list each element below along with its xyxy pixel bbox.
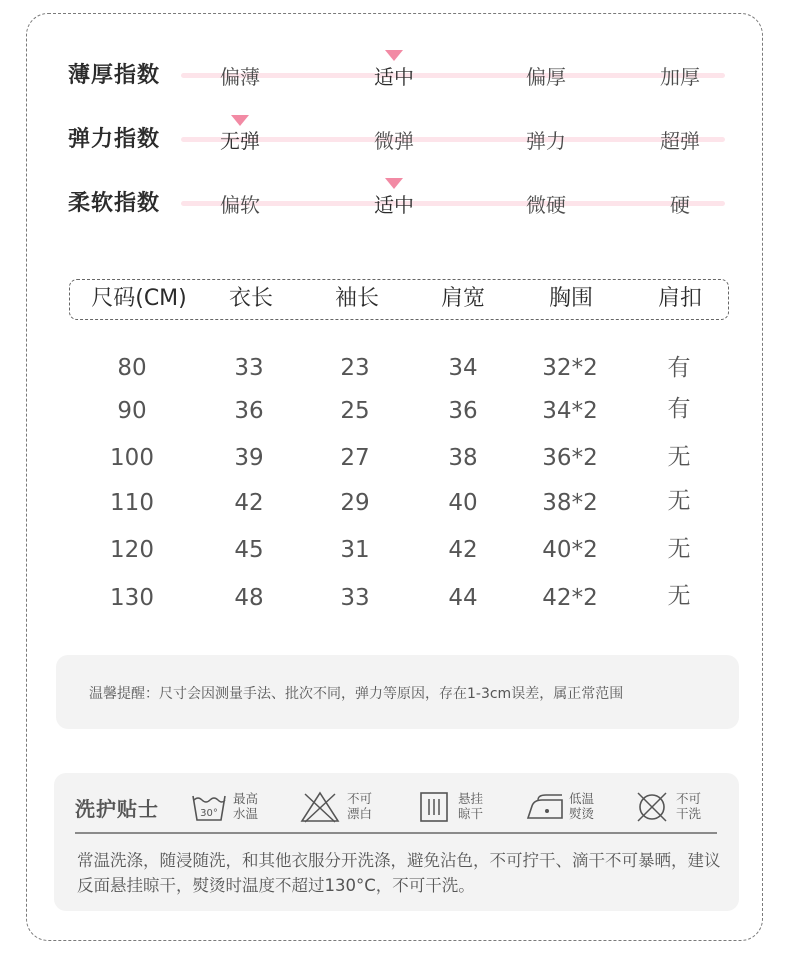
index-bar: [181, 137, 725, 142]
size-cell: 39: [234, 445, 264, 471]
selection-marker-icon: [231, 115, 249, 126]
hang-dry-icon: [418, 790, 450, 824]
care-item-iron: [524, 790, 614, 828]
size-cell: 42*2: [542, 585, 598, 611]
size-cell: 42: [234, 490, 264, 516]
care-caption-line: 干洗: [676, 806, 702, 821]
size-header-cell: 尺码(CM): [91, 286, 187, 311]
size-cell: 36: [448, 398, 478, 424]
size-cell: 36: [234, 398, 264, 424]
care-caption: [347, 791, 372, 821]
care-item-dry: [418, 790, 508, 828]
index-option: 偏软: [220, 193, 260, 217]
size-cell: 有: [667, 355, 691, 381]
care-caption-line: 最高: [233, 791, 259, 806]
size-cell: 34: [448, 355, 478, 381]
index-label: 薄厚指数: [68, 63, 161, 88]
wash-temp: 30°: [200, 808, 218, 819]
size-cell: 23: [340, 355, 370, 381]
index-label: 柔软指数: [68, 191, 161, 216]
care-caption-line: 漂白: [347, 806, 373, 821]
size-cell: 38*2: [542, 490, 598, 516]
index-row-softness: [0, 188, 790, 228]
care-caption-line: 悬挂: [458, 791, 484, 806]
size-cell: 33: [340, 585, 370, 611]
index-bar: [181, 201, 725, 206]
size-cell: 130: [110, 585, 154, 611]
size-cell: 38: [448, 445, 478, 471]
care-caption: [676, 791, 701, 821]
care-title: 洗护贴士: [75, 797, 159, 821]
size-cell: 40*2: [542, 537, 598, 563]
index-option-selected: 适中: [374, 193, 414, 217]
size-cell: 无: [667, 488, 691, 514]
size-cell: 45: [234, 537, 264, 563]
size-cell: 25: [340, 398, 370, 424]
size-cell: 48: [234, 585, 264, 611]
index-option: 弹力: [526, 129, 566, 153]
size-cell: 31: [340, 537, 370, 563]
care-description: 常温洗涤，随浸随洗，和其他衣服分开洗涤，避免沾色，不可拧干、滴干不可暴晒，建议反面悬挂晾干，熨烫时温度不超过130°C，不可干洗。: [77, 851, 721, 895]
size-cell: 120: [110, 537, 154, 563]
size-cell: 44: [448, 585, 478, 611]
care-item-dry-clean: [634, 790, 724, 828]
no-bleach-icon: [299, 790, 341, 824]
index-option: 偏厚: [526, 65, 566, 89]
size-cell: 40: [448, 490, 478, 516]
selection-marker-icon: [385, 178, 403, 189]
care-caption-line: 不可: [347, 791, 373, 806]
size-cell: 27: [340, 445, 370, 471]
index-option: 微硬: [526, 193, 566, 217]
size-cell: 90: [117, 398, 147, 424]
no-dry-clean-icon: [634, 790, 670, 824]
size-cell: 无: [667, 583, 691, 609]
size-cell: 33: [234, 355, 264, 381]
size-header-cell: 肩扣: [657, 286, 703, 311]
selection-marker-icon: [385, 50, 403, 61]
index-option: 加厚: [660, 65, 700, 89]
care-caption: [233, 791, 258, 821]
size-cell: 34*2: [542, 398, 598, 424]
size-header-cell: 衣长: [228, 286, 274, 311]
tip-text: 温馨提醒：尺寸会因测量手法、批次不同，弹力等原因，存在1-3cm误差，属正常范围: [89, 686, 624, 702]
care-item-bleach: [299, 790, 389, 828]
care-caption-line: 熨烫: [569, 806, 595, 821]
index-row-thickness: [0, 60, 790, 100]
size-cell: 80: [117, 355, 147, 381]
wash-30-icon: [191, 790, 227, 824]
size-cell: 36*2: [542, 445, 598, 471]
care-caption: [569, 791, 594, 821]
size-cell: 无: [667, 536, 691, 562]
care-caption-line: 不可: [676, 791, 702, 806]
care-caption-line: 水温: [233, 806, 259, 821]
care-item-wash: [191, 790, 271, 828]
care-divider: [75, 832, 717, 834]
size-cell: 32*2: [542, 355, 598, 381]
low-iron-icon: [524, 790, 566, 824]
size-cell: 有: [667, 396, 691, 422]
care-caption-line: 低温: [569, 791, 595, 806]
index-option: 硬: [670, 193, 690, 217]
size-header-cell: 肩宽: [440, 286, 486, 311]
index-row-elasticity: [0, 124, 790, 164]
size-cell: 100: [110, 445, 154, 471]
index-option-selected: 无弹: [220, 129, 260, 153]
index-option-selected: 适中: [374, 65, 414, 89]
size-cell: 无: [667, 444, 691, 470]
index-option: 微弹: [374, 129, 414, 153]
index-option: 偏薄: [220, 65, 260, 89]
care-caption-line: 晾干: [458, 806, 484, 821]
care-caption: [458, 791, 483, 821]
index-option: 超弹: [660, 129, 700, 153]
index-label: 弹力指数: [68, 127, 161, 152]
size-header-cell: 胸围: [548, 286, 594, 311]
size-cell: 110: [110, 490, 154, 516]
size-cell: 42: [448, 537, 478, 563]
index-bar: [181, 73, 725, 78]
size-cell: 29: [340, 490, 370, 516]
size-header-cell: 袖长: [334, 286, 380, 311]
